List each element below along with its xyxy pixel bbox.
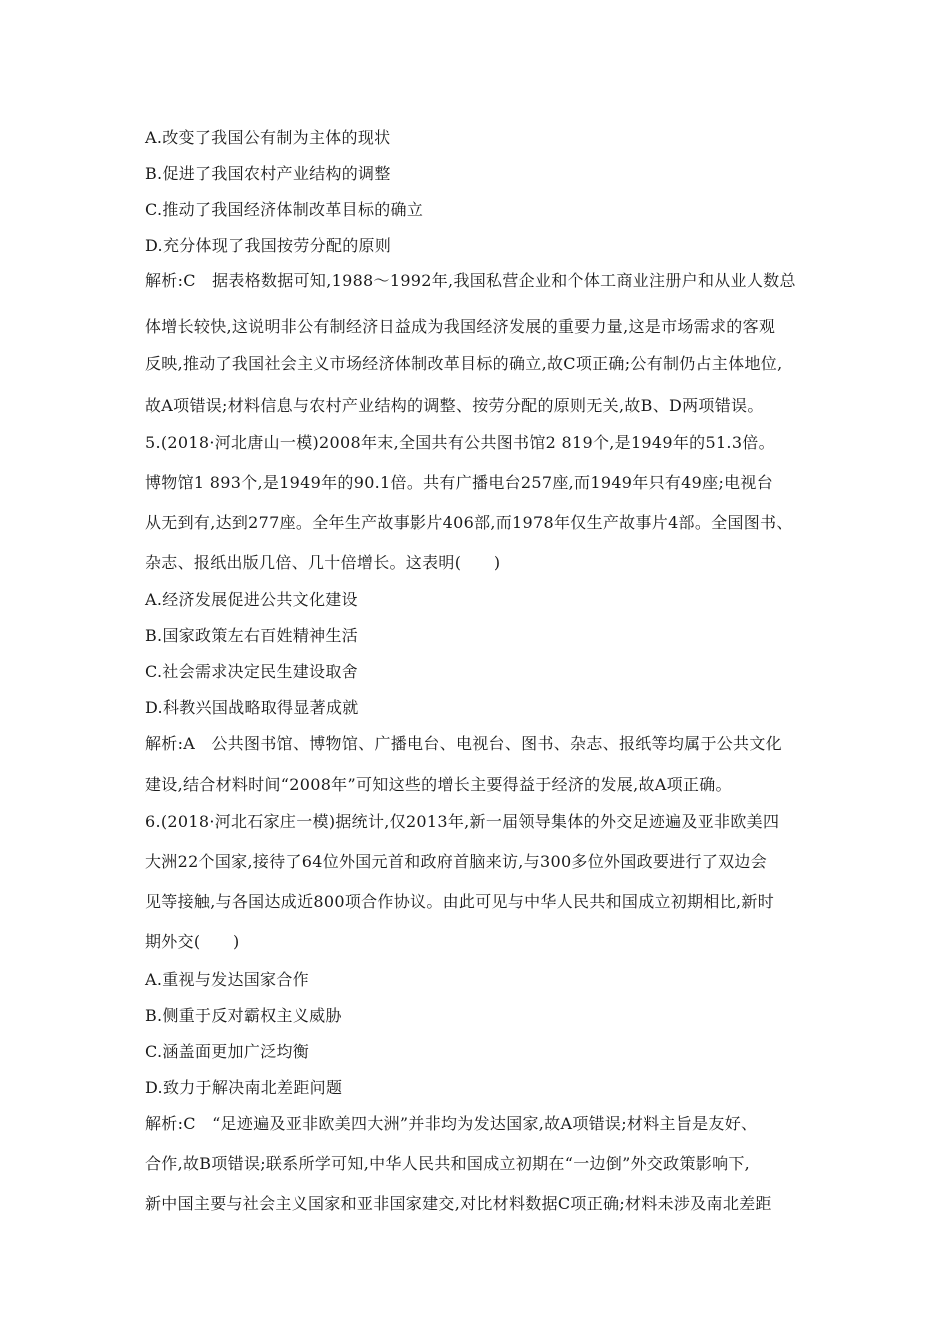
q6-option-b: B.侧重于反对霸权主义威胁 (145, 1006, 342, 1025)
q5-option-a: A.经济发展促进公共文化建设 (145, 590, 358, 609)
q5-stem-line: 杂志、报纸出版几倍、几十倍增长。这表明( ) (145, 553, 501, 572)
q4-option-d: D.充分体现了我国按劳分配的原则 (145, 236, 392, 255)
q5-option-c: C.社会需求决定民生建设取舍 (145, 662, 358, 681)
q4-analysis-line: 解析:C 据表格数据可知,1988～1992年,我国私营企业和个体工商业注册户和从业人数总 (145, 271, 796, 290)
q4-analysis-line: 体增长较快,这说明非公有制经济日益成为我国经济发展的重要力量,这是市场需求的客观 (145, 317, 776, 336)
q6-option-a: A.重视与发达国家合作 (145, 970, 309, 989)
q6-stem-line: 大洲22个国家,接待了64位外国元首和政府首脑来访,与300多位外国政要进行了双边会 (145, 852, 768, 871)
q4-option-a: A.改变了我国公有制为主体的现状 (145, 128, 391, 147)
q6-stem-line: 见等接触,与各国达成近800项合作协议。由此可见与中华人民共和国成立初期相比,新时 (145, 892, 775, 911)
q6-analysis-line: 新中国主要与社会主义国家和亚非国家建交,对比材料数据C项正确;材料未涉及南北差距 (145, 1194, 772, 1213)
q4-analysis-line: 故A项错误;材料信息与农村产业结构的调整、按劳分配的原则无关,故B、D两项错误。 (145, 396, 764, 415)
q5-stem-line: 5.(2018·河北唐山一模)2008年末,全国共有公共图书馆2 819个,是1949年的51.3倍。 (145, 433, 775, 452)
q6-option-c: C.涵盖面更加广泛均衡 (145, 1042, 310, 1061)
q5-stem-line: 博物馆1 893个,是1949年的90.1倍。共有广播电台257座,而1949年只有49座;电视台 (145, 473, 774, 492)
q6-option-d: D.致力于解决南北差距问题 (145, 1078, 343, 1097)
q4-analysis-line: 反映,推动了我国社会主义市场经济体制改革目标的确立,故C项正确;公有制仍占主体地位, (145, 354, 783, 373)
q5-stem-line: 从无到有,达到277座。全年生产故事影片406部,而1978年仅生产故事片4部。全国图书、 (145, 513, 793, 532)
q6-analysis-line: 解析:C “足迹遍及亚非欧美四大洲”并非均为发达国家,故A项错误;材料主旨是友好、 (145, 1114, 758, 1133)
q5-analysis-line: 解析:A 公共图书馆、博物馆、广播电台、电视台、图书、杂志、报纸等均属于公共文化 (145, 734, 782, 753)
q4-option-c: C.推动了我国经济体制改革目标的确立 (145, 200, 424, 219)
q6-stem-line: 期外交( ) (145, 932, 240, 951)
q5-option-b: B.国家政策左右百姓精神生活 (145, 626, 359, 645)
q4-option-b: B.促进了我国农村产业结构的调整 (145, 164, 391, 183)
q6-stem-line: 6.(2018·河北石家庄一模)据统计,仅2013年,新一届领导集体的外交足迹遍及亚非欧美四 (145, 812, 780, 831)
q6-analysis-line: 合作,故B项错误;联系所学可知,中华人民共和国成立初期在“一边倒”外交政策影响下, (145, 1154, 751, 1173)
q5-option-d: D.科教兴国战略取得显著成就 (145, 698, 359, 717)
q5-analysis-line: 建设,结合材料时间“2008年”可知这些的增长主要得益于经济的发展,故A项正确。 (145, 775, 732, 794)
